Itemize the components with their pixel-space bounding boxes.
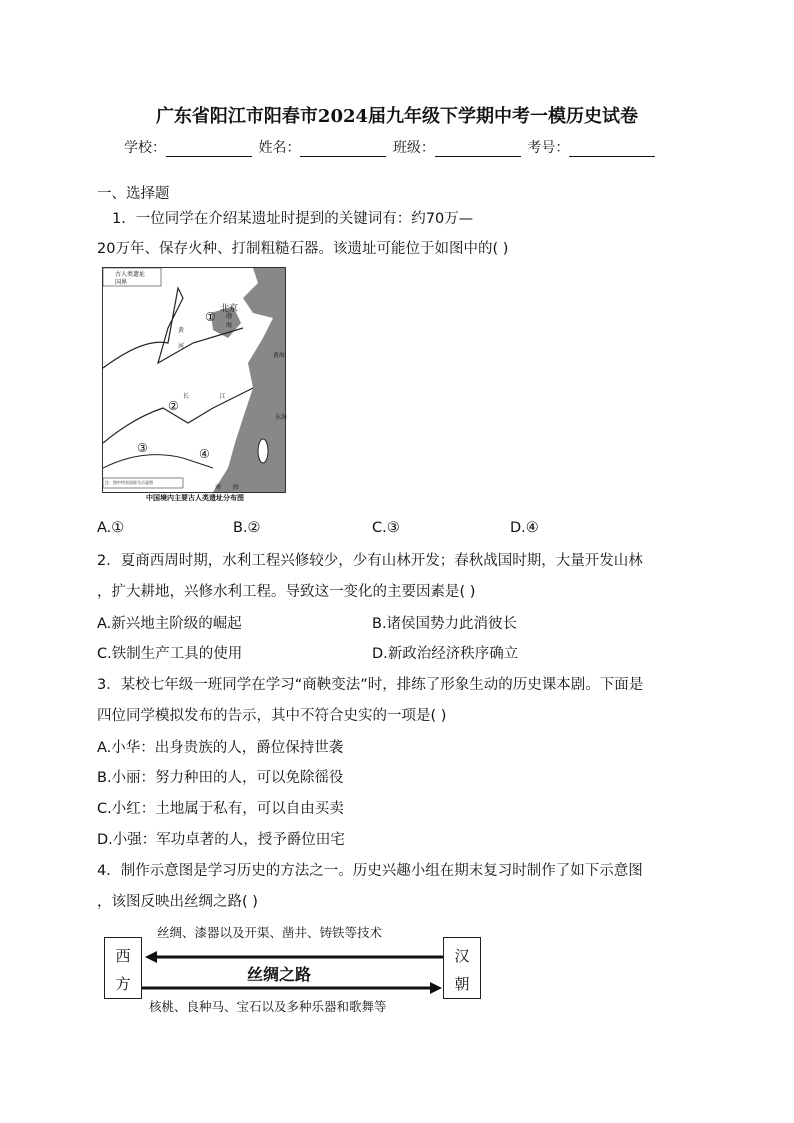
name-field[interactable] — [300, 142, 386, 157]
label-changjiang: 长 江 — [183, 393, 226, 400]
school-label: 学校： — [124, 140, 166, 156]
student-info-line — [124, 137, 657, 157]
label-huanghe: 黄 河 — [178, 327, 185, 350]
q2-option-a[interactable]: A.新兴地主阶级的崛起 — [97, 616, 242, 632]
school-field[interactable] — [166, 142, 252, 157]
q1-option-d[interactable]: D.④ — [510, 520, 539, 536]
marker-2: ② — [168, 399, 179, 413]
arrow-right-icon — [430, 982, 442, 994]
q1-option-c[interactable]: C.③ — [372, 520, 400, 536]
number-label: 考号： — [527, 140, 570, 156]
legend-border: 国界 — [115, 279, 128, 286]
ancient-sites-map — [102, 267, 286, 493]
map-drawing — [103, 268, 288, 492]
import-text: 核桃、良种马、宝石以及多种乐器和歌舞等 — [149, 999, 387, 1014]
name-label: 姓名： — [258, 140, 301, 156]
class-field[interactable] — [435, 142, 521, 157]
page-title: 广东省阳江市阳春市2024届九年级下学期中考一模历史试卷 — [155, 106, 639, 127]
map-note: 注：图中所有国界为示意图 — [105, 480, 153, 485]
legend-site: 古人类遗址 — [115, 271, 146, 278]
marker-1: ① — [205, 310, 216, 324]
label-donghai: 东海 — [275, 414, 288, 421]
q4-line2: ，该图反映出丝绸之路( ) — [97, 894, 258, 910]
export-text: 丝绸、漆器以及开渠、凿井、铸铁等技术 — [157, 925, 383, 940]
q2-option-c[interactable]: C.铁制生产工具的使用 — [97, 646, 243, 662]
q2-line2: ，扩大耕地，兴修水利工程。导致这一变化的主要因素是( ) — [97, 584, 476, 600]
han-box: 汉 朝 — [443, 937, 481, 999]
q2-line1: 2．夏商西周时期，水利工程兴修较少，少有山林开发；春秋战国时期，大量开发山林 — [97, 553, 643, 569]
q3-line1: 3．某校七年级一班同学在学习“商鞅变法”时，排练了形象生动的历史课本剧。下面是 — [97, 677, 644, 693]
q1-line2: 20万年、保存火种、打制粗糙石器。该遗址可能位于如图中的( ) — [97, 241, 509, 257]
class-label: 班级： — [392, 140, 435, 156]
label-nanhai: 南 海 — [215, 484, 239, 491]
silk-road-diagram — [97, 920, 487, 1020]
q3-option-b[interactable]: B.小丽：努力种田的人，可以免除徭役 — [97, 770, 344, 786]
q3-option-a[interactable]: A.小华：出身贵族的人，爵位保持世袭 — [97, 740, 344, 756]
arrow-left-icon — [145, 951, 157, 963]
q3-option-c[interactable]: C.小红：土地属于私有，可以自由买卖 — [97, 801, 344, 817]
map-caption: 中国境内主要古人类遗址分布图 — [146, 494, 244, 502]
label-huanghai: 黄海 — [273, 352, 286, 359]
marker-3: ③ — [137, 441, 148, 455]
label-bohai: 渤 海 — [226, 313, 233, 329]
q2-option-d[interactable]: D.新政治经济秩序确立 — [372, 646, 519, 662]
section-heading: 一、选择题 — [97, 186, 170, 202]
west-box: 西 方 — [104, 937, 142, 999]
q2-option-b[interactable]: B.诸侯国势力此消彼长 — [372, 616, 518, 632]
q1-option-a[interactable]: A.① — [97, 520, 125, 536]
label-beijing: 北京 — [220, 304, 239, 314]
q4-line1: 4．制作示意图是学习历史的方法之一。历史兴趣小组在期末复习时制作了如下示意图 — [97, 863, 643, 879]
q3-option-d[interactable]: D.小强：军功卓著的人，授予爵位田宅 — [97, 832, 345, 848]
silk-road-label: 丝绸之路 — [247, 965, 312, 984]
q1-line1: 1．一位同学在介绍某遗址时提到的关键词有：约70万— — [112, 211, 474, 227]
q1-option-b[interactable]: B.② — [233, 520, 261, 536]
marker-4: ④ — [199, 447, 210, 461]
number-field[interactable] — [569, 142, 655, 157]
q3-line2: 四位同学模拟发布的告示，其中不符合史实的一项是( ) — [97, 708, 447, 724]
